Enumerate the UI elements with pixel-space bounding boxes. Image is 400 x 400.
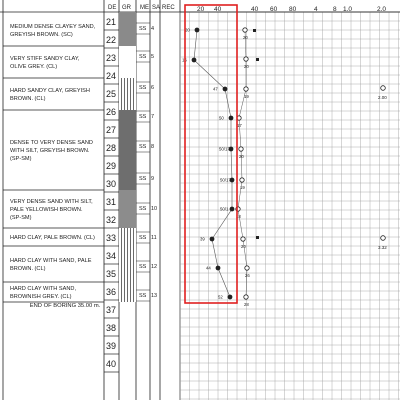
header-depth: DE (108, 5, 117, 11)
moisture-value-2: 20 (244, 64, 249, 69)
axis-tick-80: 80 (289, 6, 297, 13)
header-method: ME (140, 5, 149, 11)
stratum-label-1: GREYISH BROWN. (SC) (10, 32, 73, 38)
marker-square-2 (256, 58, 259, 61)
depth-label-28: 28 (106, 143, 117, 153)
stratum-label-3: HARD SANDY CLAY, GREYISH (10, 88, 90, 94)
depth-label-30: 30 (106, 179, 117, 189)
stratum-label-4: (SP-SM) (10, 156, 32, 162)
stratum-label-3: BROWN. (CL) (10, 96, 46, 102)
marker-square-1 (253, 29, 256, 32)
stratum-label-8: HARD CLAY WITH SAND, (10, 286, 76, 292)
spt-profile-line (194, 30, 232, 297)
spt-value-10: 52 (218, 294, 223, 300)
axis-tick-4: 4 (314, 6, 318, 13)
moisture-point-10 (244, 295, 248, 299)
end-of-boring: END OF BORING 35.00 m. (29, 303, 101, 309)
right-point-1 (381, 86, 386, 91)
depth-label-21: 21 (106, 17, 117, 27)
sample-number-8: 11 (151, 235, 157, 241)
moisture-value-6: 19 (240, 185, 245, 190)
moisture-value-1: 20 (243, 35, 248, 40)
depth-label-36: 36 (106, 287, 117, 297)
depth-label-23: 23 (106, 53, 117, 63)
moisture-point-6 (240, 178, 244, 182)
axis-tick-40b: 40 (251, 6, 259, 13)
moisture-value-9: 26 (245, 273, 250, 278)
depth-label-37: 37 (106, 305, 117, 315)
stratum-label-5: (SP-SM) (10, 215, 32, 221)
depth-scale (104, 17, 119, 372)
moisture-value-8: 20 (241, 244, 246, 249)
marker-square-3 (256, 236, 259, 239)
strata-descriptions (10, 24, 96, 300)
soil-graphic-column (119, 12, 136, 302)
axis-tick-1-0: 1.0 (343, 6, 353, 13)
axis-tick-2-0: 2.0 (377, 6, 387, 13)
spt-value-3: 47 (213, 86, 218, 92)
stratum-label-2: VERY STIFF SANDY CLAY, (10, 56, 80, 62)
stratum-label-5: PALE YELLOWISH BROWN. (10, 207, 83, 213)
stratum-label-7: BROWN. (CL) (10, 266, 46, 272)
sample-method-10: SS (139, 293, 147, 299)
depth-label-22: 22 (106, 35, 117, 45)
sample-number-4: 7 (151, 114, 155, 120)
stratum-label-5: VERY DENSE SAND WITH SILT, (10, 199, 93, 205)
right-points (253, 29, 387, 250)
stratum-label-7: HARD CLAY WITH SAND, PALE (10, 258, 92, 264)
sample-number-9: 12 (151, 264, 158, 270)
depth-label-24: 24 (106, 71, 117, 81)
depth-label-33: 33 (106, 233, 117, 243)
moisture-point-5 (239, 147, 243, 151)
axis-tick-60: 60 (270, 6, 278, 13)
sample-column (136, 23, 157, 301)
depth-label-40: 40 (106, 359, 117, 369)
stratum-label-4: WITH SILT, GREYISH BROWN. (10, 148, 90, 154)
depth-label-31: 31 (106, 197, 117, 207)
right-value-2: 3.32 (378, 245, 387, 250)
spt-points (182, 28, 234, 300)
moisture-point-3 (244, 87, 248, 91)
spt-value-7: 50/1 (220, 206, 229, 212)
depth-label-38: 38 (106, 323, 117, 333)
right-value-1: 2.00 (378, 95, 387, 100)
depth-label-26: 26 (106, 107, 117, 117)
sample-number-6: 9 (151, 176, 155, 182)
moisture-value-3: 19 (244, 94, 249, 99)
spt-value-9: 44 (206, 265, 211, 271)
spt-value-2: 16 (182, 57, 187, 63)
depth-label-25: 25 (106, 89, 117, 99)
stratum-label-1: MEDIUM DENSE CLAYEY SAND, (10, 24, 96, 30)
header-graphic: GR (122, 5, 131, 11)
sample-method-6: SS (139, 176, 147, 182)
spt-point-10 (228, 295, 233, 300)
axis-tick-8: 8 (333, 6, 337, 13)
spt-value-1: 20 (185, 27, 190, 33)
depth-label-27: 27 (106, 125, 117, 135)
moisture-point-8 (241, 237, 245, 241)
spt-value-4: 50 (219, 115, 224, 121)
stratum-label-6: HARD CLAY, PALE BROWN. (CL) (10, 235, 95, 241)
highlight-box (185, 5, 237, 303)
stratum-label-8: BROWNISH GREY. (CL) (10, 294, 72, 300)
sample-number-1: 4 (151, 26, 155, 32)
spt-point-2 (192, 58, 197, 63)
sample-method-8: SS (139, 235, 147, 241)
sample-method-7: SS (139, 206, 147, 212)
sample-number-10: 13 (151, 293, 158, 299)
spt-value-5: 50/17 (219, 146, 230, 152)
depth-label-35: 35 (106, 269, 117, 279)
spt-point-4 (229, 116, 234, 121)
sample-method-5: SS (139, 144, 147, 150)
header-recovery: REC (162, 5, 175, 11)
right-point-2 (381, 236, 386, 241)
sample-method-3: SS (139, 85, 147, 91)
moisture-profile-line (238, 30, 247, 297)
depth-label-29: 29 (106, 161, 117, 171)
spt-value-6: 50/17 (220, 177, 231, 183)
depth-label-34: 34 (106, 251, 117, 261)
spt-point-1 (195, 28, 200, 33)
moisture-value-4: 17 (237, 123, 242, 128)
moisture-point-2 (244, 57, 248, 61)
moisture-points (236, 28, 251, 307)
moisture-value-10: 28 (244, 302, 249, 307)
spt-point-8 (210, 237, 215, 242)
moisture-value-5: 20 (239, 154, 244, 159)
sample-method-2: SS (139, 54, 147, 60)
sample-number-7: 10 (151, 206, 158, 212)
depth-label-32: 32 (106, 215, 117, 225)
plot-grid (180, 12, 400, 400)
depth-label-39: 39 (106, 341, 117, 351)
spt-point-3 (223, 87, 228, 92)
axis-tick-20: 20 (197, 6, 205, 13)
sample-method-1: SS (139, 26, 147, 32)
stratum-label-4: DENSE TO VERY DENSE SAND (10, 140, 93, 146)
moisture-value-7: 18 (236, 214, 241, 219)
spt-point-7 (230, 207, 235, 212)
sample-number-2: 5 (151, 54, 155, 60)
spt-value-8: 39 (200, 236, 205, 242)
header-sample: SA (152, 5, 161, 11)
sample-method-9: SS (139, 264, 147, 270)
moisture-point-9 (245, 266, 249, 270)
sample-number-5: 8 (151, 144, 155, 150)
axis-tick-40: 40 (214, 6, 222, 13)
sample-number-3: 6 (151, 85, 155, 91)
moisture-point-1 (243, 28, 247, 32)
sample-method-4: SS (139, 114, 147, 120)
spt-point-9 (216, 266, 221, 271)
stratum-label-2: OLIVE GREY. (CL) (10, 64, 58, 70)
